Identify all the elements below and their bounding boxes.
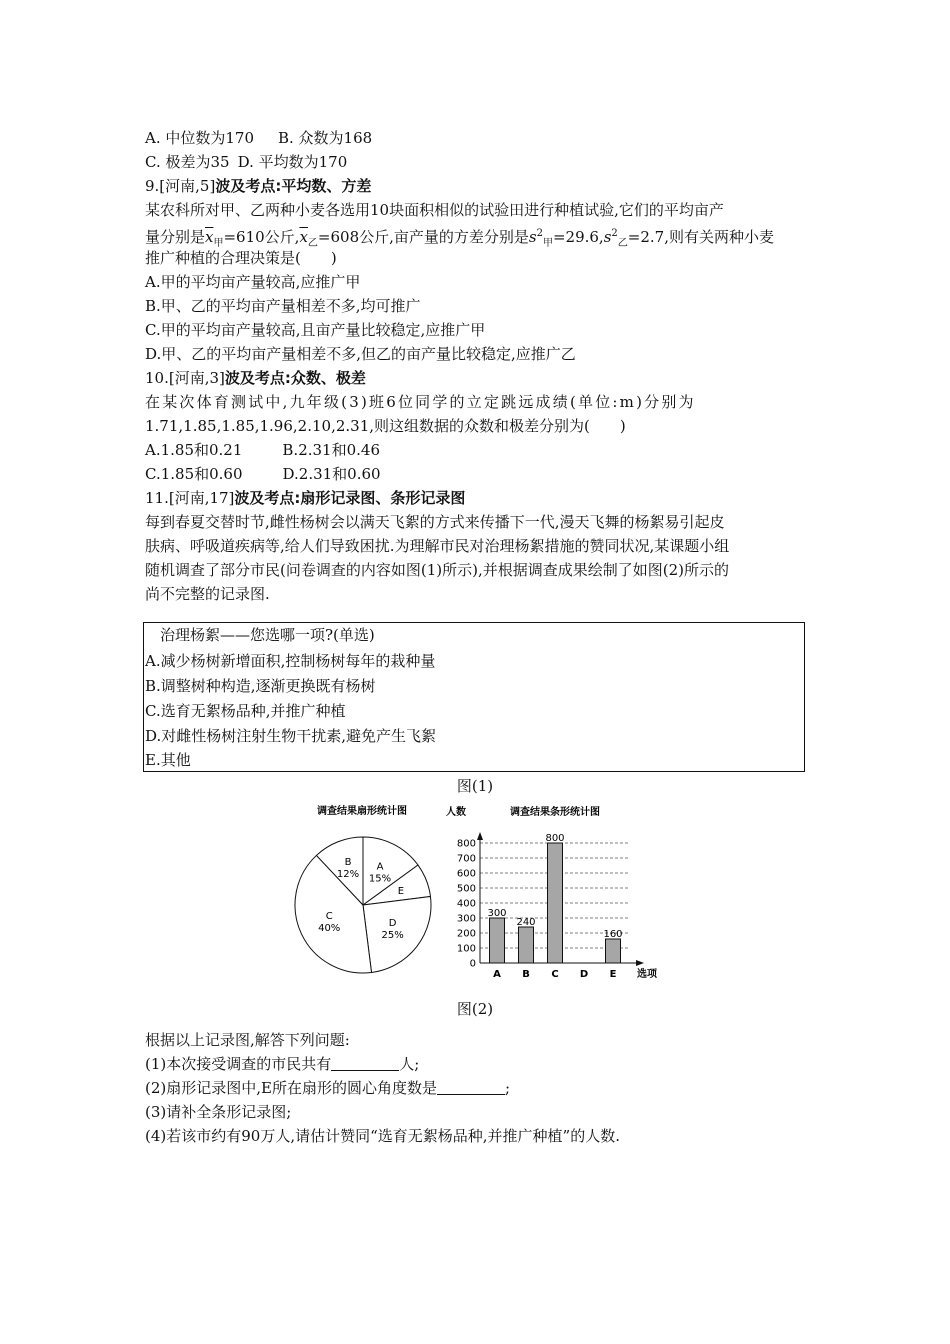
- q9-topic: 波及考点:平均数、方差: [215, 177, 372, 195]
- survey-option-b: B.调整树种构造,逐渐更换既有杨树: [145, 677, 376, 695]
- q10-stem-line-1: 在某次体育测试中,九年级(3)班6位同学的立定跳远成绩(单位:m)分别为: [145, 393, 696, 411]
- bar-y-tick-label: 600: [456, 868, 476, 880]
- bar-chart: [440, 800, 670, 985]
- bar-category-label-a: A: [493, 969, 501, 980]
- q11-sub-question-3: (3)请补全条形记录图;: [145, 1103, 292, 1121]
- pie-percent-c: 40%: [318, 922, 341, 934]
- bar-y-tick-label: 0: [469, 958, 476, 970]
- q10-topic: 波及考点:众数、极差: [224, 369, 366, 387]
- bar-y-tick-label: 700: [456, 853, 476, 865]
- q10-stem-line-2: 1.71,1.85,1.85,1.96,2.10,2.31,则这组数据的众数和极差分别为( ): [145, 417, 626, 435]
- x-bar-yi: $\overline{x}$: [299, 228, 308, 246]
- answer-blank-2[interactable]: [437, 1080, 505, 1095]
- figure-1-caption: 图(1): [456, 777, 494, 795]
- q10-number: 10.[河南,3]: [145, 369, 225, 387]
- q9-stem-line-2: 量分别是$\overline{x}_甲=610$公斤$,\overline{x}_乙=608$公斤,亩产量的方差分别是$s^2_甲=29.6,s^2_乙=2.7$,则有关两种小麦: [145, 228, 774, 249]
- q9-option-b: B.甲、乙的平均亩产量相差不多,均可推广: [145, 297, 421, 315]
- q9-header: [145, 176, 371, 196]
- q11-number: 11.[河南,17]: [145, 489, 235, 507]
- y-axis-arrow: [477, 832, 483, 840]
- pie-label-a: A: [376, 861, 384, 873]
- pie-label-c: C: [325, 910, 333, 922]
- q11-header: [145, 488, 465, 508]
- bar-y-tick-label: 800: [456, 838, 476, 850]
- bar-e: [606, 939, 621, 963]
- q9-number: 9.[河南,5]: [145, 177, 216, 195]
- q9-option-d: D.甲、乙的平均亩产量相差不多,但乙的亩产量比较稳定,应推广乙: [145, 345, 576, 363]
- s-yi: s: [603, 228, 612, 246]
- x-axis-arrow: [636, 960, 644, 966]
- bar-category-label-c: C: [551, 969, 559, 980]
- pie-label-b: B: [344, 857, 352, 869]
- bar-chart-title: 调查结果条形统计图: [510, 807, 600, 818]
- bar-c: [548, 843, 563, 963]
- survey-questionnaire-box: [143, 622, 805, 772]
- q11-stem-line-2: 肤病、呼吸道疾病等,给人们导致困扰.为理解市民对治理杨絮措施的赞同状况,某课题小组: [145, 537, 730, 555]
- bar-chart-xlabel: 选项: [637, 969, 657, 980]
- bar-value-label-a: 300: [487, 908, 507, 919]
- q11-topic: 波及考点:扇形记录图、条形记录图: [234, 489, 466, 507]
- bar-value-label-c: 800: [545, 833, 565, 844]
- bar-y-tick-label: 400: [456, 898, 476, 910]
- pie-percent-d: 25%: [381, 929, 404, 941]
- bar-chart-ylabel: 人数: [446, 807, 466, 818]
- bar-category-label-b: B: [522, 969, 530, 980]
- bar-category-label-e: E: [609, 969, 617, 980]
- bar-a: [490, 918, 505, 963]
- answer-blank-1[interactable]: [331, 1056, 399, 1071]
- q11-stem-line-4: 尚不完整的记录图.: [145, 585, 270, 603]
- q8-option-d: D. 平均数为170: [237, 153, 348, 171]
- survey-option-d: D.对雌性杨树注射生物干扰素,避免产生飞絮: [145, 727, 437, 745]
- q10-header: [145, 368, 366, 388]
- pie-label-d: D: [388, 917, 397, 929]
- q11-sub-question-1: (1)本次接受调查的市民共有 人;: [145, 1055, 420, 1073]
- q10-option-b: B.2.31和0.46: [282, 441, 380, 459]
- pie-percent-a: 15%: [368, 873, 392, 885]
- bar-y-tick-label: 500: [456, 883, 476, 895]
- q9-option-c: C.甲的平均亩产量较高,且亩产量比较稳定,应推广甲: [145, 321, 486, 339]
- q10-option-d: D.2.31和0.60: [282, 465, 381, 483]
- bar-value-label-b: 240: [516, 917, 536, 928]
- pie-chart: [290, 800, 440, 985]
- q8-option-c: C. 极差为35: [145, 153, 230, 171]
- pie-percent-b: 12%: [336, 869, 360, 881]
- q9-stem-line-1: 某农科所对甲、乙两种小麦各选用10块面积相似的试验田进行种植试验,它们的平均亩产: [145, 201, 724, 219]
- x-bar-jia: $\overline{x}$: [205, 228, 214, 246]
- q11-stem-line-3: 随机调查了部分市民(问卷调查的内容如图(1)所示),并根据调查成果绘制了如图(2)所示的: [145, 561, 729, 579]
- bar-y-tick-label: 100: [456, 943, 476, 955]
- survey-title: 治理杨絮——您选哪一项?(单选): [145, 626, 375, 644]
- q10-option-a: A.1.85和0.21: [145, 441, 243, 459]
- q11-questions-intro: 根据以上记录图,解答下列问题:: [145, 1031, 350, 1049]
- q8-options-line-2: [145, 152, 347, 172]
- q9-stem-line-3: 推广种植的合理决策是( ): [145, 249, 337, 267]
- bar-y-tick-label: 200: [456, 928, 476, 940]
- bar-y-tick-label: 300: [456, 913, 476, 925]
- bar-value-label-e: 160: [603, 929, 623, 940]
- q8-option-a: A. 中位数为170: [145, 129, 254, 147]
- q10-options-line-1: [145, 440, 380, 460]
- q10-options-line-2: [145, 464, 381, 484]
- bar-category-label-d: D: [579, 969, 589, 980]
- q8-options-line-1: [145, 128, 372, 148]
- q11-sub-question-2: (2)扇形记录图中,E所在扇形的圆心角度数是 ;: [145, 1079, 511, 1097]
- s-jia: s: [528, 228, 537, 246]
- q8-option-b: B. 众数为168: [278, 129, 373, 147]
- figure-2-caption: 图(2): [456, 1000, 494, 1018]
- q9-option-a: A.甲的平均亩产量较高,应推广甲: [145, 273, 361, 291]
- q11-sub-question-4: (4)若该市约有90万人,请估计赞同“选育无絮杨品种,并推广种植”的人数.: [145, 1127, 620, 1145]
- q11-stem-line-1: 每到春夏交替时节,雌性杨树会以满天飞絮的方式来传播下一代,漫天飞舞的杨絮易引起皮: [145, 513, 725, 531]
- pie-chart-title: 调查结果扇形统计图: [317, 806, 407, 817]
- pie-label-e: E: [397, 886, 405, 897]
- bar-b: [519, 927, 534, 963]
- survey-option-a: A.减少杨树新增面积,控制杨树每年的栽种量: [145, 652, 436, 670]
- survey-option-c: C.选育无絮杨品种,并推广种植: [145, 702, 346, 720]
- q10-option-c: C.1.85和0.60: [145, 465, 243, 483]
- survey-option-e: E.其他: [145, 751, 191, 769]
